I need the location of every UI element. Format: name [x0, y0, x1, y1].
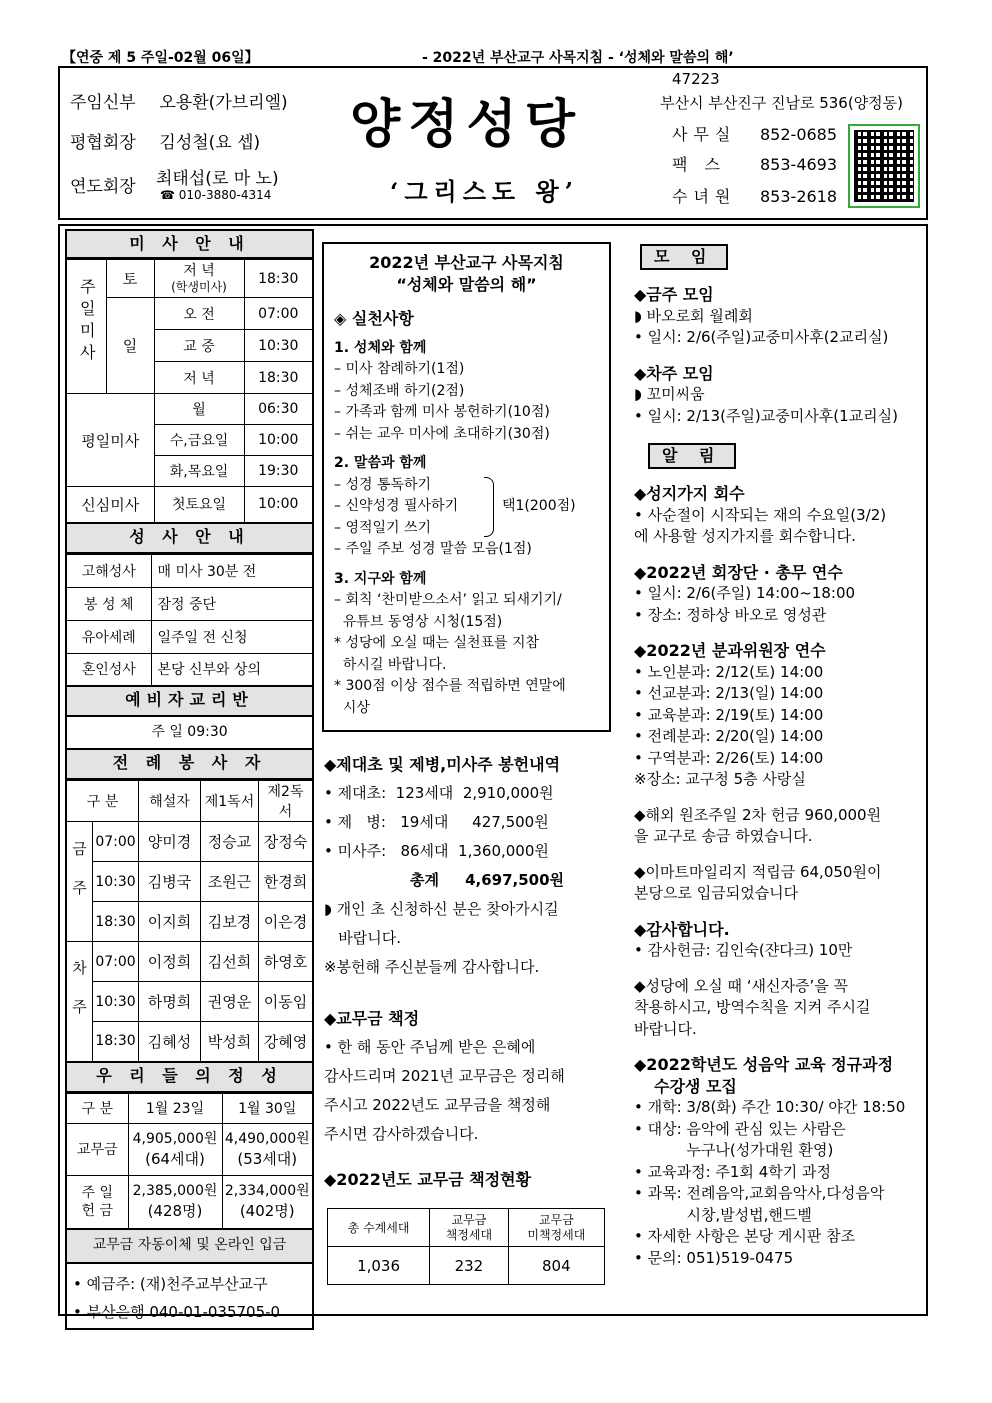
sunday-morning-time: 07:00 [244, 298, 313, 330]
donation-total: 총계 4,697,500원 [410, 871, 565, 889]
sacrament-table: 고해성사 매 미사 30분 전 봉 성 체 잠정 중단 유아세례 일주일 전 신청 혼인성사 본당 신부와 상의 [65, 554, 314, 688]
funeral-president-phone: ☎ 010-3880-4314 [160, 188, 272, 202]
notices-tag: 알 림 [648, 443, 736, 469]
saturday-evening: 저 녁 (학생미사) [154, 260, 244, 298]
tithe-status-title: ◆2022년도 교무금 책정현황 [324, 1170, 532, 1189]
tithe-status-table: 총 수계세대 교무금 책정세대 교무금 미책정세대 1,036 232 804 [327, 1208, 605, 1285]
sacrament-title: 성 사 안 내 [65, 524, 314, 554]
sunday-mass-label: 주일미사 [66, 260, 106, 394]
sinsim-mass-label: 신심미사 [66, 487, 154, 523]
council-president-row: 평협회장 김성철(요 셉) [70, 133, 261, 153]
funeral-president-name: 최태섭(로 마 노) [156, 169, 279, 189]
bank-info [65, 1264, 314, 1330]
office-phone: 사무실 852-0685 [672, 125, 838, 144]
sunday-evening-time: 18:30 [244, 362, 313, 394]
catechumen-time: 주 일 09:30 [65, 717, 314, 750]
donation-section: ◆제대초 및 제병,미사주 봉헌내역 • 제대초: 123세대 2,910,000원 • 제 병: 19세대 427,500원 • 미사주: 86세대 1,360,000원 총계 4,697,500원 ◗ 개인 초 신청하신 분은 찾아가시길 바랍니다. ※봉헌해 주신분들께 감사합니다. [324, 750, 614, 982]
header [58, 66, 928, 220]
sunday-main-time: 10:30 [244, 330, 313, 362]
council-president-name: 김성철(요 셉) [159, 133, 261, 153]
left-column [65, 229, 314, 1330]
mass-schedule-title: 미 사 안 내 [65, 229, 314, 259]
parish-title: 양정성당 [350, 94, 583, 155]
diocese-motto: - 2022년 부산교구 사목지침 - ‘성체와 말씀의 해’ [422, 50, 734, 66]
weekday-mass-label: 평일미사 [66, 394, 154, 487]
tithe-status-table-wrap [327, 1208, 605, 1285]
saturday-time: 18:30 [244, 260, 313, 298]
top-line [62, 47, 924, 67]
this-week-label: 금주 [66, 822, 93, 942]
issue-date: 【연중 제 5 주일-02월 06일】 [62, 50, 259, 66]
address: 부산시 부산진구 진남로 536(양정동) [660, 94, 904, 112]
sunday-label: 일 [106, 298, 154, 394]
convent-phone: 수녀원 853-2618 [672, 187, 838, 206]
pastoral-guideline-box: 2022년 부산교구 사목지침 “성체와 말씀의 해” ◈ 실천사항 1. 성체와 함께 – 미사 참례하기(1점) – 성체조배 하기(2점) – 가족과 함께 미사 봉헌하기(10점) – 쉬는 교우 미사에 초대하기(30점) 2. 말씀과 함께 – 성경 통독하기 – 신약성경 필사하기 – 영적일기 쓰기 택1(200점) – 주일 주보 성경 말씀 모음(1점) 3. 지구와 함께 – 회칙 ‘찬미받으소서’ 읽고 되새기기/ 유튜브 동영상 시청(15점) * 성당에 오실 때는 실천표를 지참 하시길 바랍니다. * 300점 이상 점수를 적립하면 연말에 시상 [322, 242, 611, 732]
liturgy-table: 구 분 해설자 제1독서 제2독서 금주 07:00 양미경 정승교 장정숙 10:30 김병국 조원근 한경희 18:30 이지희 김보경 이은경 차주 07:00 이정희 김선희 하영호 10:30 하명희 권영운 이동임 18:30 김혜성 박성희 강혜영 [65, 780, 314, 1063]
meetings-tag: 모 임 [640, 244, 728, 270]
bank-account: • 부산은행 040-01-035705-0 [73, 1303, 281, 1321]
liturgy-title: 전 례 봉 사 자 [65, 750, 314, 780]
zip-code: 47223 [672, 70, 720, 88]
mass-schedule-table: 주일미사 토 저 녁 (학생미사) 18:30 일 오 전 07:00 교 중 10:30 저 녁 18:30 평일미사 월 06:30 수,금요일 10:00 화,목요일 19:30 신심미사 첫토요일 10:00 [65, 259, 314, 524]
offering-title: 우 리 들 의 정 성 [65, 1063, 314, 1093]
parish-subtitle: ‘그리스도 왕’ [390, 177, 579, 206]
funeral-president-row: 연도회장 [70, 177, 136, 197]
fax: 팩 스 853-4693 [672, 155, 838, 174]
offering-table: 구 분 1월 23일 1월 30일 교무금 4,905,000원 (64세대) 4,490,000원 (53세대) 주 일 헌 금 2,385,000원 (428명) 2,334,000원 (402명) [65, 1093, 314, 1231]
qr-code-icon[interactable] [848, 124, 920, 208]
account-holder: • 예금주: (재)천주교부산교구 [73, 1275, 268, 1293]
auto-transfer-title: 교무금 자동이체 및 온라인 입금 [65, 1230, 314, 1264]
catechumen-title: 예비자교리반 [65, 687, 314, 717]
pastor-row: 주임신부 오용환(가브리엘) [70, 93, 288, 113]
pastor-name: 오용환(가브리엘) [159, 93, 288, 113]
tithe-section: ◆교무금 책정 • 한 해 동안 주님께 받은 은혜에 감사드리며 2021년 교무금은 정리해 주시고 2022년도 교무금을 책정해 주시면 감사하겠습니다. ◆2022년도 교무금 책정현황 [324, 1004, 614, 1194]
next-week-label: 차주 [66, 942, 93, 1062]
meetings-section: 모 임 ◆금주 모임 ◗ 바오로회 월례회 • 일시: 2/6(주일)교중미사후(2교리실) ◆차주 모임 ◗ 꼬미씨움 • 일시: 2/13(주일)교중미사후(1교리실) 알 림 ◆성지가지 회수 • 사순절이 시작되는 재의 수요일(3/2) 에 사용할 성지가지를 회수합니다. ◆2022년 회장단 · 총무 연수 • 일시: 2/6(주일) 14:00~18:00 • 장소: 정하상 바오로 영성관 ◆2022년 분과위원장 연수 • 노인분과: 2/12(토) 14:00 • 선교분과: 2/13(일) 14:00 • 교육분과: 2/19(토) 14:00 • 전례분과: 2/20(일) 14:00 • 구역분과: 2/26(토) 14:00 ※장소: 교구청 5층 사랑실 ◆해외 원조주일 2차 헌금 960,000원 을 교구로 송금 하였습니다. ◆이마트마일리지 적립금 64,050원이 본당으로 입금되었습니다 ◆감사합니다. • 감사헌금: 김인숙(쟌다크) 10만 ◆성당에 오실 때 ‘새신자증’을 꼭 착용하시고, 방역수칙을 지켜 주시길 바랍니다. ◆2022학년도 성음악 교육 정규과정 수강생 모집 • 개학: 3/8(화) 주간 10:30/ 야간 18:50 • 대상: 음악에 관심 있는 사람은 누구나(성가대원 환영) • 교육과정: 주1회 4학기 과정 • 과목: 전례음악,교회음악사,다성음악 시창,발성법,핸드벨 • 자세한 사항은 본당 게시판 참조 • 문의: 051)519-0475 [634, 244, 924, 1269]
saturday-label: 토 [106, 260, 154, 298]
